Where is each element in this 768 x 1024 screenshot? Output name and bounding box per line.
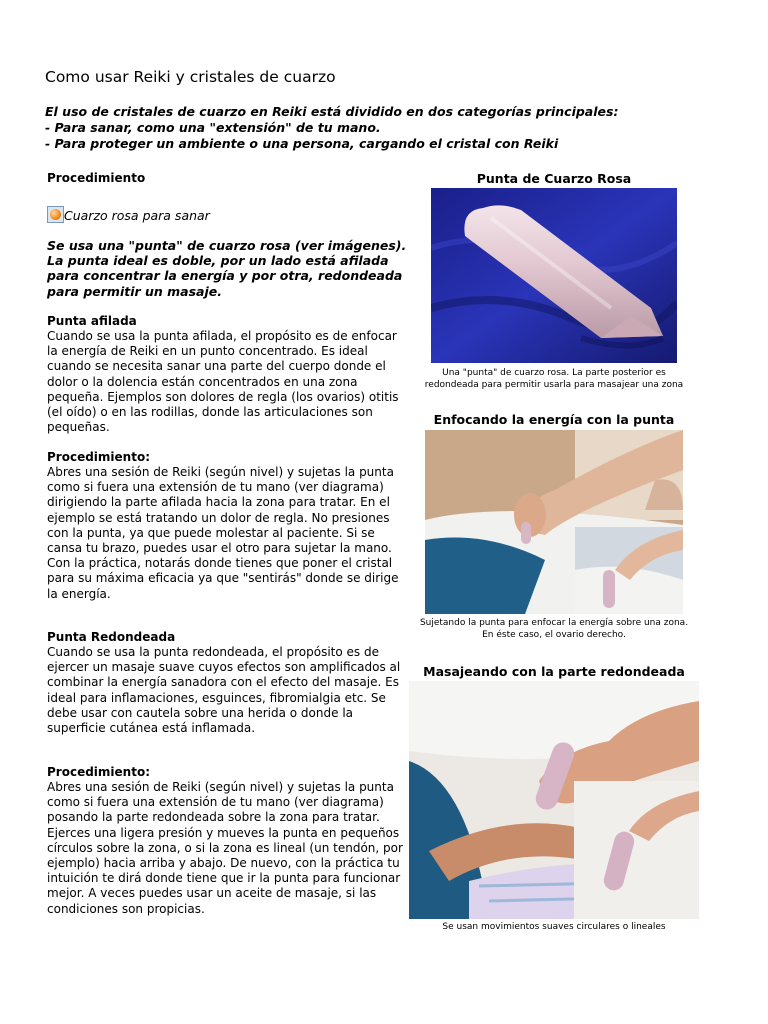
subheading: Cuarzo rosa para sanar — [64, 208, 210, 223]
figure-3-title: Masajeando con la parte redondeada — [423, 664, 685, 679]
figure-3-caption: Se usan movimientos suaves circulares o lineales — [442, 922, 666, 932]
procedure-2-text: Abres una sesión de Reiki (según nivel) y sujetas la punta como si fuera una extensión de tu mano (ver diagrama) posando la parte redondeada sobre la zona para tratar. Ejerces una ligera presión y mueves la punta en pequeños círculos sobre la zona, o si la zona es lineal (un tendón, por ejemplo) hacia arriba y abajo. De nuevo, con la práctica tu intuición te dirá donde tiene que ir la punta para funcionar mejor. A veces puedes usar un aceite de masaje, si las condiciones son propicias. — [47, 780, 403, 916]
procedure-1-text: Abres una sesión de Reiki (según nivel) y sujetas la punta como si fuera una extensión de tu mano (ver diagrama) dirigiendo la parte afilada hacia la zona para tratar. En el ejemplo se está tratando un dolor de regla. No presiones con la punta, ya que puede molestar al paciente. Si se cansa tu brazo, puedes usar el otro para sujetar la mano. Con la práctica, notarás donde tienes que poner el cristal para su máxima eficacia ya que "sentirás" donde se dirige la energía. — [47, 465, 399, 601]
figure-2-photo — [425, 430, 683, 614]
figure-1-title: Punta de Cuarzo Rosa — [476, 171, 632, 186]
focusing-energy-image — [425, 430, 683, 614]
rose-quartz-point-image — [431, 188, 677, 363]
figure-2-title: Enfocando la energía con la punta — [433, 412, 675, 427]
figure-2-caption: Sujetando la punta para enfocar la energía sobre una zona. En éste caso, el ovario derecho. — [419, 618, 689, 640]
intro-line-3: - Para proteger un ambiente o una persona, cargando el cristal con Reiki — [45, 136, 559, 151]
round-tip-heading: Punta Redondeada — [47, 630, 176, 644]
figure-3-photo — [409, 681, 699, 919]
lead-paragraph: Se usa una "punta" de cuarzo rosa (ver imágenes). La punta ideal es doble, por un lado está afilada para concentrar la energía y por otra, redondeada para permitir un masaje. — [47, 238, 407, 299]
subheading-row — [47, 206, 409, 223]
figure-1-photo — [431, 188, 677, 363]
intro-line-2: - Para sanar, como una "extensión" de tu mano. — [45, 120, 381, 135]
procedure-1-heading: Procedimiento: — [47, 450, 150, 464]
procedure-2-heading: Procedimiento: — [47, 765, 150, 779]
rounded-massage-image — [409, 681, 699, 919]
orange-orb-icon — [47, 206, 64, 223]
intro-line-1: El uso de cristales de cuarzo en Reiki está dividido en dos categorías principales: — [45, 104, 619, 119]
intro-block — [45, 104, 685, 152]
sharp-tip-heading: Punta afilada — [47, 314, 137, 328]
figure-1-caption: Una "punta" de cuarzo rosa. La parte posterior es redondeada para permitir usarla para masajear una zona — [424, 368, 684, 390]
procedure-heading: Procedimiento — [47, 171, 146, 185]
round-tip-text: Cuando se usa la punta redondeada, el propósito es de ejercer un masaje suave cuyos efectos son amplificados al combinar la energía sanadora con el efecto del masaje. Es ideal para inflamaciones, esguinces, fibromialgia etc. Se debe usar con cautela sobre una herida o donde la superficie cutánea está inflamada. — [47, 645, 401, 736]
page-title: Como usar Reiki y cristales de cuarzo — [45, 68, 336, 86]
sharp-tip-text: Cuando se usa la punta afilada, el propósito es de enfocar la energía de Reiki en un punto concentrado. Es ideal cuando se necesita sanar una parte del cuerpo donde el dolor o la dolencia están concentrados en una zona pequeña. Ejemplos son dolores de regla (los ovarios) otitis (el oído) o en las rodillas, donde las articulaciones son pequeñas. — [47, 329, 399, 435]
